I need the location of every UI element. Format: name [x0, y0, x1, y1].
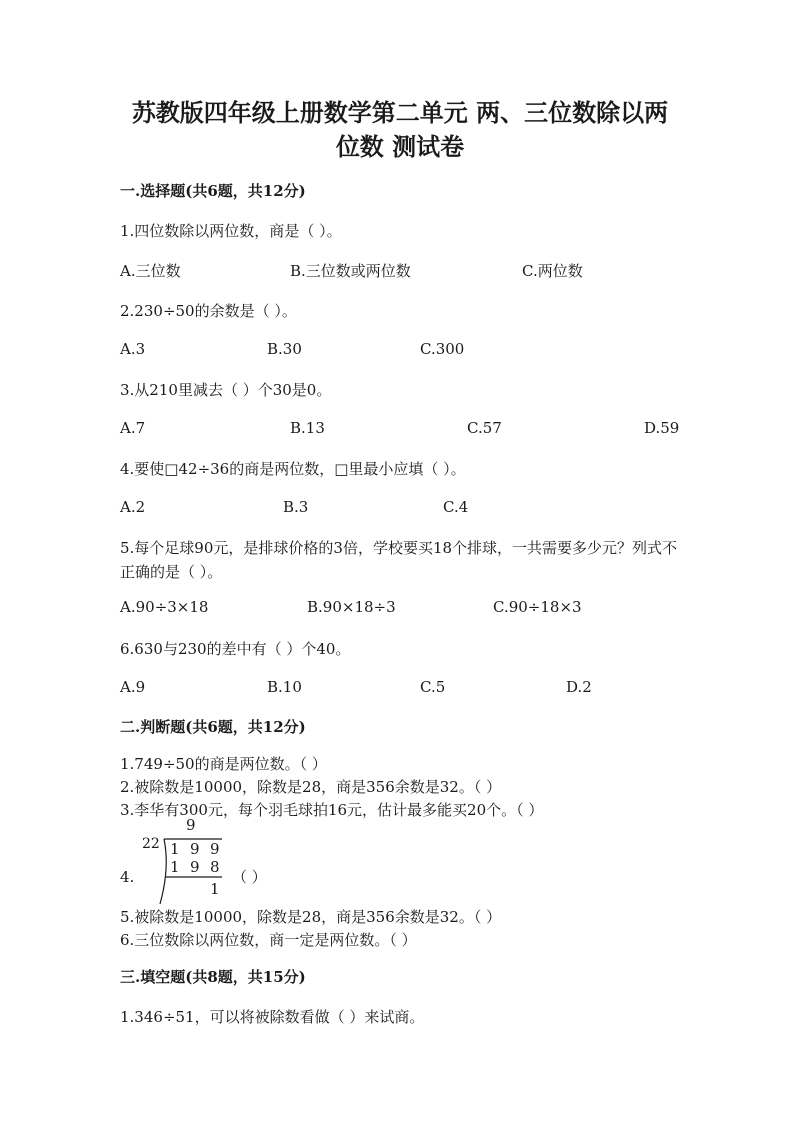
choice-q5-option-a: A.90÷3×18 — [120, 598, 209, 616]
page-title-line2: 位数 测试卷 — [335, 132, 465, 161]
product-digit-1: 1 — [170, 858, 180, 876]
choice-q4-option-c: C.4 — [443, 498, 469, 516]
judge-question-4-number: 4. — [120, 868, 135, 886]
choice-q3-option-b: B.13 — [290, 419, 325, 437]
dividend-digit-1: 1 — [170, 840, 180, 858]
choice-question-3: 3.从210里减去（ ）个30是0。 — [120, 381, 332, 399]
choice-q4-option-a: A.2 — [120, 498, 146, 516]
judge-question-6: 6.三位数除以两位数，商一定是两位数。（ ） — [120, 931, 417, 949]
page-title: 苏教版四年级上册数学第二单元 两、三位数除以两 — [131, 98, 669, 127]
section-heading-fill: 三.填空题(共8题，共15分) — [120, 968, 306, 986]
section-heading-choice: 一.选择题(共6题，共12分) — [120, 182, 306, 200]
choice-q2-option-c: C.300 — [420, 340, 465, 358]
choice-question-1: 1.四位数除以两位数，商是（ ）。 — [120, 222, 342, 240]
choice-question-6: 6.630与230的差中有（ ）个40。 — [120, 640, 351, 658]
dividend-digit-3: 9 — [210, 840, 220, 858]
judge-question-1: 1.749÷50的商是两位数。（ ） — [120, 755, 327, 773]
choice-q3-option-c: C.57 — [467, 419, 502, 437]
division-remainder: 1 — [210, 880, 220, 898]
product-digit-3: 8 — [210, 858, 220, 876]
choice-q1-option-b: B.三位数或两位数 — [290, 262, 411, 280]
choice-q2-option-b: B.30 — [267, 340, 302, 358]
choice-question-2: 2.230÷50的余数是（ ）。 — [120, 302, 297, 320]
judge-question-3: 3.李华有300元，每个羽毛球拍16元，估计最多能买20个。（ ） — [120, 801, 544, 819]
choice-q4-option-b: B.3 — [283, 498, 309, 516]
choice-q5-option-c: C.90÷18×3 — [493, 598, 582, 616]
division-divisor: 22 — [142, 836, 160, 852]
choice-q6-option-d: D.2 — [566, 678, 592, 696]
choice-q3-option-a: A.7 — [120, 419, 146, 437]
judge-question-5: 5.被除数是10000，除数是28，商是356余数是32。（ ） — [120, 908, 502, 926]
dividend-digit-2: 9 — [190, 840, 200, 858]
choice-q6-option-c: C.5 — [420, 678, 446, 696]
choice-q1-option-a: A.三位数 — [120, 262, 181, 280]
product-digit-2: 9 — [190, 858, 200, 876]
fill-question-1: 1.346÷51，可以将被除数看做（ ）来试商。 — [120, 1008, 425, 1026]
judge-question-4-answer: （ ） — [232, 868, 267, 886]
choice-q6-option-a: A.9 — [120, 678, 146, 696]
choice-q2-option-a: A.3 — [120, 340, 146, 358]
choice-question-4: 4.要使□42÷36的商是两位数，□里最小应填（ ）。 — [120, 460, 466, 478]
section-heading-judge: 二.判断题(共6题，共12分) — [120, 718, 306, 736]
choice-q1-option-c: C.两位数 — [522, 262, 583, 280]
long-division-figure — [138, 818, 228, 906]
judge-question-2: 2.被除数是10000，除数是28，商是356余数是32。（ ） — [120, 778, 502, 796]
choice-q3-option-d: D.59 — [644, 419, 680, 437]
choice-q5-option-b: B.90×18÷3 — [307, 598, 396, 616]
choice-question-5: 5.每个足球90元，是排球价格的3倍，学校要买18个排球，一共需要多少元？列式不正确的是（ ）。 — [120, 539, 678, 581]
division-quotient: 9 — [186, 816, 196, 834]
choice-q6-option-b: B.10 — [267, 678, 302, 696]
